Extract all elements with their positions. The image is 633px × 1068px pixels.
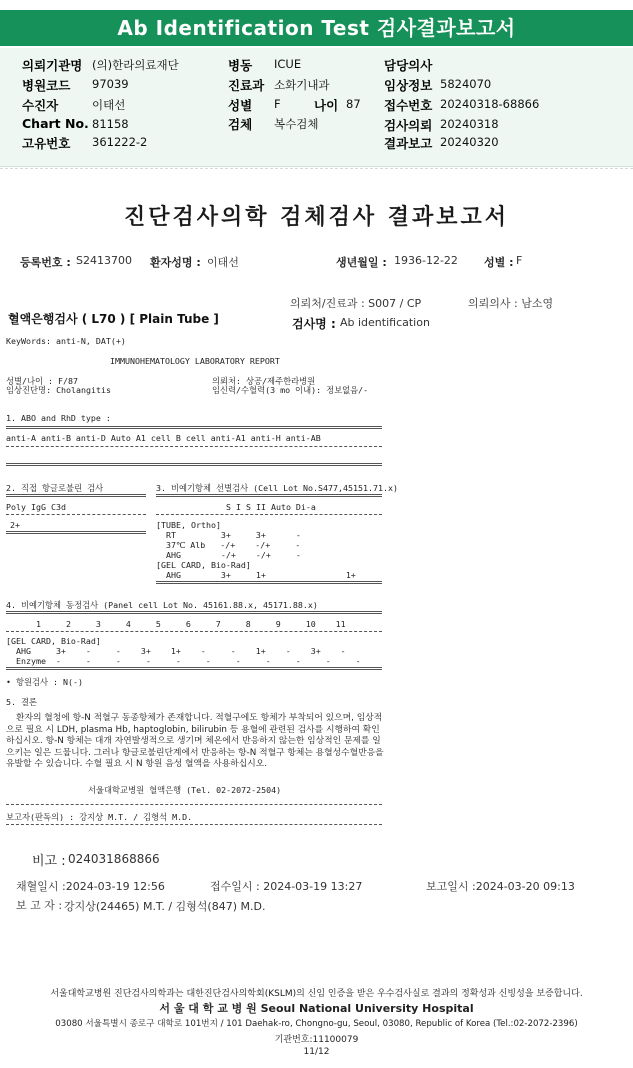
keywords: KeyWords: anti-N, DAT(+)	[6, 336, 126, 346]
page-number: 11/12	[303, 1047, 330, 1057]
value-report-sex: F	[516, 254, 523, 267]
label-report-sex: 성별 :	[484, 256, 514, 269]
abo-title: 1. ABO and RhD type :	[6, 413, 111, 423]
dat-rule-bottom	[6, 531, 146, 534]
panel-row: AHG 3+ - - 3+ 1+ - - 1+ - 3+ -	[6, 646, 346, 656]
referring-doctor: 의뢰의사 : 남소영	[468, 297, 554, 310]
conclusion-title: 5. 결론	[6, 697, 38, 707]
panel-rule-top	[6, 611, 382, 614]
value-specimen: 복수검체	[274, 117, 319, 131]
value-request-date: 20240318	[440, 117, 499, 131]
label-registration-no: 등록번호 :	[20, 256, 71, 269]
clinical-diagnosis: 임상진단명: Cholangitis	[6, 385, 112, 395]
panel-rule-bottom	[6, 667, 382, 670]
value-chart-no: 81158	[92, 117, 129, 131]
label-report-date: 결과보고	[384, 136, 433, 151]
abo-rule-top	[6, 426, 382, 429]
label-chart-no: Chart No.	[22, 116, 89, 131]
panel-row: Enzyme - - - - - - - - - - -	[6, 656, 361, 666]
value-registration-no: S2413700	[76, 254, 132, 267]
value-clinical-info: 5824070	[440, 77, 492, 91]
panel-title: 4. 비예기항체 동정검사 (Panel cell Lot No. 45161.88.x, 45171.88.x)	[6, 600, 318, 610]
report-title: 진단검사의학 검체검사 결과보고서	[123, 205, 510, 230]
hospital-name: 서 울 대 학 교 병 원 Seoul National University Hospital	[159, 1002, 474, 1015]
referrer-line: 의뢰처: 상공/제주한라병원	[212, 376, 316, 386]
certification-note: 서울대학교병원 진단검사의학과는 대한진단검사의학회(KSLM)의 신임 인증을 받은 우수검사실로 결과의 정확성과 신빙성을 보증합니다.	[50, 989, 583, 999]
screen-row: AHG 3+ 1+ 1+	[156, 570, 356, 580]
label-sex: 성별	[228, 98, 253, 113]
sex-age-line: 성별/나이 : F/87	[6, 376, 79, 386]
receipt-time: 접수일시 : 2024-03-19 13:27	[210, 880, 363, 893]
screen-rule-top	[156, 494, 382, 497]
screen-title: 3. 비예기항체 선별검사 (Cell Lot No.S477,45151.71.x)	[156, 483, 398, 493]
referring-department: 의뢰처/진료과 : S007 / CP	[290, 297, 422, 310]
value-requesting-org: (의)한라의료재단	[92, 58, 179, 72]
header-separator	[0, 168, 633, 177]
panel-header: 1 2 3 4 5 6 7 8 9 10 11	[6, 619, 346, 629]
screen-row: [TUBE, Ortho]	[156, 520, 221, 530]
value-patient-name: 이태선	[207, 256, 239, 269]
value-accession-no: 20240318-68866	[440, 97, 540, 111]
label-ward: 병동	[228, 58, 253, 73]
value-hospital-code: 97039	[92, 77, 129, 91]
screen-rule-mid	[156, 514, 382, 515]
screen-row: 37℃ Alb -/+ -/+ -	[156, 540, 301, 550]
reporter-rule-top	[6, 804, 382, 805]
panel-row: [GEL CARD, Bio-Rad]	[6, 636, 101, 646]
value-sex: F	[274, 97, 281, 111]
report-time: 보고일시 :2024-03-20 09:13	[426, 880, 575, 893]
panel-rule-mid	[6, 631, 382, 632]
dat-value: 2+	[10, 520, 20, 530]
label-patient-name: 환자성명 :	[150, 256, 201, 269]
reporter-rule-bottom	[6, 824, 382, 825]
value-report-date: 20240320	[440, 135, 499, 149]
value-final-reporter: 강지상(24465) M.T. / 김형석(847) M.D.	[64, 900, 266, 913]
value-remark: 024031868866	[68, 852, 160, 866]
label-birth-date: 생년월일 :	[336, 256, 387, 269]
label-test-name: 검사명 :	[292, 317, 336, 331]
dat-rule-mid	[6, 514, 146, 515]
value-department: 소화기내과	[274, 78, 330, 92]
abo-header: anti-A anti-B anti-D Auto A1 cell B cell anti-A1 anti-H anti-AB	[6, 433, 321, 443]
label-clinical-info: 임상정보	[384, 78, 433, 93]
label-request-date: 검사의뢰	[384, 118, 433, 133]
value-test-name: Ab identification	[340, 316, 430, 329]
lab-report-heading: IMMUNOHEMATOLOGY LABORATORY REPORT	[110, 356, 280, 366]
dat-header: Poly IgG C3d	[6, 502, 66, 512]
dat-title: 2. 직접 항글로불린 검사	[6, 483, 104, 493]
screen-row: [GEL CARD, Bio-Rad]	[156, 560, 251, 570]
blood-bank-contact: 서울대학교병원 혈액은행 (Tel. 02-2072-2504)	[88, 785, 282, 795]
label-remark: 비고 :	[32, 854, 66, 869]
conclusion-text: 환자의 혈청에 항-N 적혈구 동종항체가 존재합니다. 적혈구에도 항체가 부착되어 있으며, 임상적으로 필요 시 LDH, plasma Hb, haptoglobin, bilirubin 등 용혈에 관련된 검사를 시행하여 확인하십시오. 항-N 항체는 대개 자연발생적으로 생기며 체온에서 반응하지 않는한 임상적인 문제를 일으키는 일은 드뭅니다. 그러나 항글로불린단계에서 반응하는 항-N 적혈구 항체는 용혈성수혈반응을 유발할 수 있습니다. 수혈 필요 시 N 항원 음성 혈액을 사용하십시오.	[6, 713, 384, 769]
label-patient: 수진자	[22, 98, 59, 113]
label-accession-no: 접수번호	[384, 98, 433, 113]
value-unique-no: 361222-2	[92, 135, 148, 149]
label-requesting-org: 의뢰기관명	[22, 58, 83, 73]
screen-row: RT 3+ 3+ -	[156, 530, 301, 540]
dat-rule-top	[6, 494, 146, 497]
value-birth-date: 1936-12-22	[394, 254, 458, 267]
label-final-reporter: 보 고 자 :	[16, 899, 63, 912]
screen-header: S I S II Auto Di-a	[226, 502, 316, 512]
pregnancy-transfusion: 임신력/수혈력(3 mo 이내): 정보없음/-	[212, 385, 369, 395]
collection-time: 채혈일시 :2024-03-19 12:56	[16, 880, 165, 893]
abo-rule-bottom	[6, 463, 382, 466]
value-patient: 이태선	[92, 98, 126, 112]
institution-number: 기관번호:11100079	[274, 1035, 359, 1045]
label-unique-no: 고유번호	[22, 136, 71, 151]
test-group: 혈액은행검사 ( L70 ) [ Plain Tube ]	[8, 312, 219, 326]
label-hospital-code: 병원코드	[22, 78, 71, 93]
abo-rule-mid	[6, 446, 382, 447]
value-ward: ICUE	[274, 57, 302, 71]
label-department: 진료과	[228, 78, 265, 93]
label-specimen: 검체	[228, 117, 253, 132]
antigen-test: • 항원검사 : N(-)	[6, 677, 84, 687]
value-age: 87	[346, 97, 361, 111]
banner-title: Ab Identification Test 검사결과보고서	[117, 16, 516, 40]
label-age: 나이	[314, 98, 339, 113]
screen-rule-bottom	[156, 581, 382, 584]
hospital-address: 03080 서울특별시 종로구 대학로 101번지 / 101 Daehak-ro, Chongno-gu, Seoul, 03080, Republic of Korea (Tel.:02-2072-2396)	[55, 1019, 578, 1029]
label-doctor: 담당의사	[384, 58, 433, 73]
lab-reporter: 보고자(판독의) : 강지상 M.T. / 김형석 M.D.	[6, 812, 193, 822]
screen-row: AHG -/+ -/+ -	[156, 550, 301, 560]
